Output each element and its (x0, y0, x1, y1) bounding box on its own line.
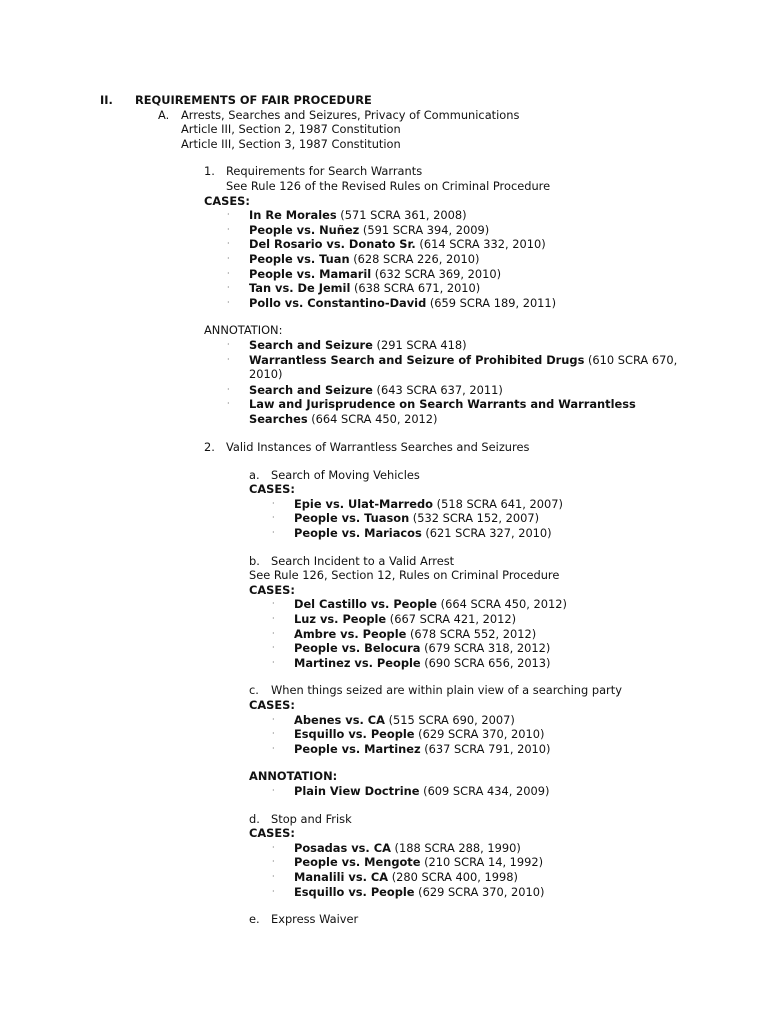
citation-item (0, 656, 768, 671)
citation-reference: (664 SCRA 450, 2012) (437, 597, 567, 612)
citation-item (0, 353, 768, 383)
citation-item (0, 870, 768, 885)
citation-reference: (280 SCRA 400, 1998) (388, 869, 518, 884)
item-1-note: See Rule 126 of the Revised Rules on Criminal Procedure (226, 178, 551, 193)
cases-label: CASES: (249, 826, 295, 841)
citation-item (0, 511, 768, 526)
citation-item (0, 252, 768, 267)
subitem-c-heading: c. When things seized are within plain view of a searching party (249, 683, 622, 698)
bullet-icon: · (227, 384, 230, 394)
citation-name: Law and Jurisprudence on Search Warrants and Warrantless Searches (249, 397, 636, 426)
cases-label: CASES: (249, 698, 295, 712)
bullet-icon: · (272, 729, 275, 739)
citation-item (0, 784, 768, 799)
citation-reference: (678 SCRA 552, 2012) (406, 626, 537, 641)
constitution-reference: Article III, Section 2, 1987 Constitution (181, 122, 401, 137)
bullet-icon: · (272, 857, 275, 867)
annotation-list (0, 338, 768, 427)
citation-reference: (629 SCRA 370, 2010) (414, 727, 545, 742)
citation-item (0, 742, 768, 757)
case-list (0, 841, 768, 899)
citation-name: Tan vs. De Jemil (249, 281, 351, 296)
bullet-icon: · (272, 743, 275, 753)
citation-name: People vs. Tuan (249, 251, 350, 266)
citation-item (0, 281, 768, 296)
annotation-list (0, 784, 768, 799)
citation-reference: (659 SCRA 189, 2011) (426, 295, 557, 310)
citation-item (0, 641, 768, 656)
citation-reference: (210 SCRA 14, 1992) (420, 855, 544, 870)
citation-name: Pollo vs. Constantino-David (249, 295, 427, 310)
section-numeral: II. (100, 93, 113, 107)
bullet-icon: · (227, 339, 230, 349)
citation-reference: (637 SCRA 791, 2010) (420, 741, 551, 756)
subitem-b-note: See Rule 126, Section 12, Rules on Criminal Procedure (249, 568, 560, 583)
citation-item (0, 627, 768, 642)
subitem-a-heading: a. Search of Moving Vehicles (249, 467, 420, 482)
citation-reference: (614 SCRA 332, 2010) (415, 237, 546, 252)
citation-item (0, 612, 768, 627)
annotation-label: ANNOTATION: (249, 769, 338, 784)
document-body (0, 93, 768, 927)
item-2-heading: 2. Valid Instances of Warrantless Searches and Seizures (204, 440, 530, 455)
citation-name: People vs. Tuason (294, 511, 410, 526)
bullet-icon: · (227, 253, 230, 263)
bullet-icon: · (272, 528, 275, 538)
citation-item (0, 338, 768, 353)
annotation-label: ANNOTATION: (204, 323, 283, 338)
citation-name: People vs. Nuñez (249, 222, 360, 237)
citation-name: People vs. Martinez (294, 741, 421, 756)
part-a-letter: A. (158, 107, 170, 122)
bullet-icon: · (227, 239, 230, 249)
citation-name: Manalili vs. CA (294, 869, 389, 884)
item-1-title: Requirements for Search Warrants (226, 164, 423, 179)
citation-name: Del Castillo vs. People (294, 597, 438, 612)
citation-name: Ambre vs. People (294, 626, 407, 641)
citation-item (0, 885, 768, 900)
subitem-d-heading: d. Stop and Frisk (249, 811, 352, 826)
citation-reference: (629 SCRA 370, 2010) (414, 884, 545, 899)
bullet-icon: · (272, 513, 275, 523)
citation-reference: (610 SCRA 670, 2010) (249, 352, 678, 382)
citation-item (0, 855, 768, 870)
citation-item (0, 497, 768, 512)
citation-item (0, 597, 768, 612)
bullet-icon: · (227, 268, 230, 278)
bullet-icon: · (227, 224, 230, 234)
citation-reference: (609 SCRA 434, 2009) (419, 783, 550, 798)
citation-reference: (679 SCRA 318, 2012) (420, 641, 551, 656)
bullet-icon: · (227, 210, 230, 220)
citation-name: Esquillo vs. People (294, 727, 415, 742)
bullet-icon: · (272, 498, 275, 508)
citation-reference: (515 SCRA 690, 2007) (384, 712, 515, 727)
constitution-reference: Article III, Section 3, 1987 Constitution (181, 136, 401, 151)
citation-item (0, 526, 768, 541)
citation-name: In Re Morales (249, 208, 337, 223)
citation-name: Abenes vs. CA (294, 712, 385, 727)
citation-name: Plain View Doctrine (294, 783, 420, 798)
citation-item (0, 296, 768, 311)
citation-reference: (571 SCRA 361, 2008) (336, 208, 467, 223)
citation-name: People vs. Mariacos (294, 526, 422, 541)
cases-label: CASES: (249, 582, 295, 597)
citation-item (0, 267, 768, 282)
part-a-heading (0, 108, 768, 123)
part-a-title: Arrests, Searches and Seizures, Privacy of Communications (181, 107, 520, 122)
citation-reference: (632 SCRA 369, 2010) (371, 266, 502, 281)
bullet-icon: · (272, 842, 275, 852)
citation-item (0, 223, 768, 238)
citation-item (0, 383, 768, 398)
case-list (0, 597, 768, 670)
bullet-icon: · (272, 714, 275, 724)
bullet-icon: · (227, 297, 230, 307)
bullet-icon: · (227, 354, 230, 364)
citation-reference: (591 SCRA 394, 2009) (359, 222, 490, 237)
bullet-icon: · (272, 871, 275, 881)
citation-reference: (628 SCRA 226, 2010) (349, 251, 480, 266)
subitem-b-heading: b. Search Incident to a Valid Arrest (249, 553, 455, 568)
citation-name: Posadas vs. CA (294, 840, 391, 855)
citation-name: Luz vs. People (294, 612, 387, 627)
cases-label: CASES: (204, 193, 250, 208)
citation-name: People vs. Belocura (294, 641, 421, 656)
citation-name: Martinez vs. People (294, 655, 421, 670)
citation-name: Search and Seizure (249, 382, 373, 397)
citation-name: People vs. Mengote (294, 855, 421, 870)
case-list (0, 497, 768, 541)
bullet-icon: · (272, 599, 275, 609)
citation-reference: (532 SCRA 152, 2007) (409, 511, 540, 526)
case-list (0, 208, 768, 310)
citation-reference: (643 SCRA 637, 2011) (372, 382, 503, 397)
bullet-icon: · (272, 886, 275, 896)
citation-name: Esquillo vs. People (294, 884, 415, 899)
citation-item (0, 397, 768, 427)
bullet-icon: · (272, 785, 275, 795)
citation-reference: (518 SCRA 641, 2007) (433, 496, 563, 511)
bullet-icon: · (272, 657, 275, 667)
bullet-icon: · (272, 614, 275, 624)
section-title: REQUIREMENTS OF FAIR PROCEDURE (135, 93, 372, 107)
citation-reference: (667 SCRA 421, 2012) (386, 612, 517, 627)
citation-name: Warrantless Search and Seizure of Prohibited Drugs (249, 352, 585, 367)
citation-reference: (188 SCRA 288, 1990) (390, 840, 521, 855)
citation-item (0, 841, 768, 856)
citation-item (0, 208, 768, 223)
subitem-e-heading: e. Express Waiver (249, 912, 359, 927)
case-list (0, 713, 768, 757)
citation-reference: (621 SCRA 327, 2010) (421, 526, 552, 541)
bullet-icon: · (227, 283, 230, 293)
citation-name: Epie vs. Ulat-Marredo (294, 496, 434, 511)
item-2-title: Valid Instances of Warrantless Searches and Seizures (226, 440, 530, 455)
citation-reference: (690 SCRA 656, 2013) (420, 655, 551, 670)
bullet-icon: · (227, 399, 230, 409)
citation-name: Del Rosario vs. Donato Sr. (249, 237, 416, 252)
bullet-icon: · (272, 628, 275, 638)
citation-reference: (664 SCRA 450, 2012) (307, 411, 438, 426)
citation-name: People vs. Mamaril (249, 266, 372, 281)
bullet-icon: · (272, 643, 275, 653)
cases-label: CASES: (249, 482, 295, 497)
citation-reference: (291 SCRA 418) (372, 337, 467, 352)
section-heading (0, 93, 768, 108)
citation-item (0, 237, 768, 252)
citation-item (0, 713, 768, 728)
citation-name: Search and Seizure (249, 337, 373, 352)
citation-item (0, 727, 768, 742)
item-1-heading: 1. Requirements for Search Warrants (204, 164, 423, 179)
citation-reference: (638 SCRA 671, 2010) (350, 281, 481, 296)
